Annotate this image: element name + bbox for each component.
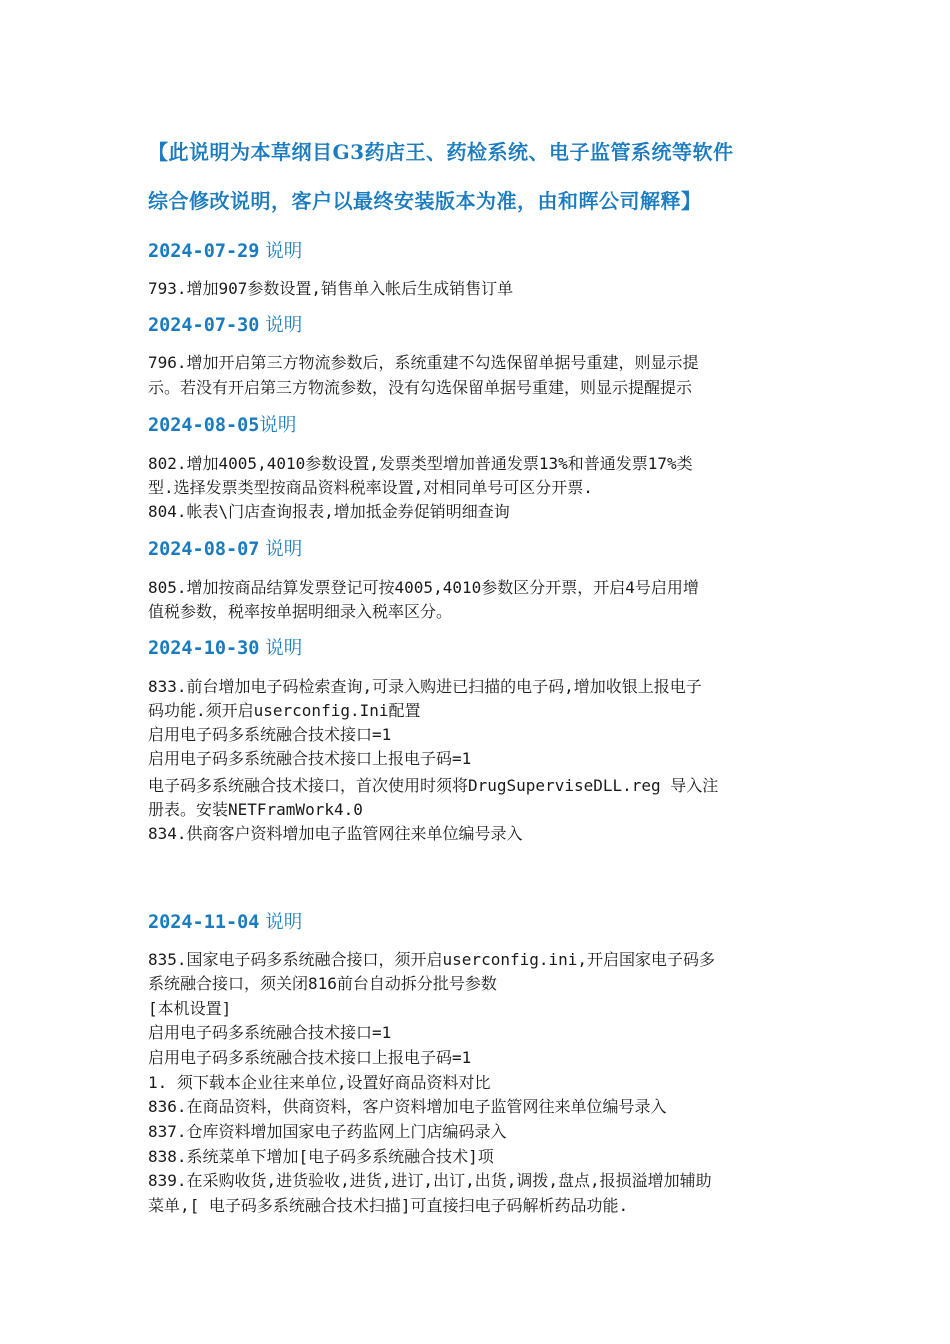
- section-suffix: 说明: [259, 415, 297, 436]
- text-line: 802.增加4005,4010参数设置,发票类型增加普通发票13%和普通发票17%类: [148, 454, 693, 473]
- section-suffix: 说明: [259, 241, 303, 262]
- section-suffix: 说明: [259, 315, 303, 336]
- text-line: 电子码多系统融合技术接口，首次使用时须将DrugSuperviseDLL.reg 导入注: [148, 776, 719, 795]
- section-heading: [148, 237, 302, 263]
- text-line: 1. 须下载本企业往来单位,设置好商品资料对比: [148, 1073, 491, 1092]
- text-line: [本机设置]: [148, 999, 232, 1018]
- text-line: 835.国家电子码多系统融合接口，须开启userconfig.ini,开启国家电子码多: [148, 950, 716, 969]
- section-date: 2024-10-30: [148, 638, 260, 659]
- intro-line-1: 【此说明为本草纲目G3药店王、药检系统、电子监管系统等软件: [148, 140, 734, 164]
- text-line: 796.增加开启第三方物流参数后，系统重建不勾选保留单据号重建，则显示提: [148, 353, 699, 372]
- text-line: 839.在采购收货,进货验收,进货,进订,出订,出货,调拨,盘点,报损溢增加辅助: [148, 1171, 712, 1190]
- text-line: 系统融合接口，须关闭816前台自动拆分批号参数: [148, 974, 497, 993]
- text-line: 菜单,[ 电子码多系统融合技术扫描]可直接扫电子码解析药品功能.: [148, 1196, 629, 1215]
- section-date: 2024-08-05: [148, 415, 260, 436]
- text-line: 838.系统菜单下增加[电子码多系统融合技术]项: [148, 1147, 494, 1166]
- text-line: 码功能.须开启userconfig.Ini配置: [148, 701, 421, 720]
- text-line: 启用电子码多系统融合技术接口=1: [148, 725, 392, 744]
- text-line: 804.帐表\门店查询报表,增加抵金券促销明细查询: [148, 502, 510, 521]
- text-line: 837.仓库资料增加国家电子药监网上门店编码录入: [148, 1122, 507, 1141]
- text-line: 型.选择发票类型按商品资料税率设置,对相同单号可区分开票.: [148, 478, 593, 497]
- section-heading: [148, 634, 302, 660]
- text-line: 805.增加按商品结算发票登记可按4005,4010参数区分开票，开启4号启用增: [148, 578, 699, 597]
- text-line: 示。若没有开启第三方物流参数，没有勾选保留单据号重建，则显示提醒提示: [148, 378, 693, 397]
- text-line: 启用电子码多系统融合技术接口上报电子码=1: [148, 749, 472, 768]
- section-heading: [148, 908, 302, 934]
- section-date: 2024-08-07: [148, 539, 260, 560]
- section-date: 2024-11-04: [148, 912, 260, 933]
- section-suffix: 说明: [259, 539, 303, 560]
- section-date: 2024-07-29: [148, 241, 260, 262]
- intro-line-2: 综合修改说明，客户以最终安装版本为准，由和晖公司解释】: [148, 189, 702, 213]
- text-line: 833.前台增加电子码检索查询,可录入购进已扫描的电子码,增加收银上报电子: [148, 677, 702, 696]
- text-line: 值税参数，税率按单据明细录入税率区分。: [148, 602, 453, 621]
- section-date: 2024-07-30: [148, 315, 260, 336]
- text-line: 册表。安装NETFramWork4.0: [148, 800, 363, 819]
- text-line: 834.供商客户资料增加电子监管网往来单位编号录入: [148, 824, 523, 843]
- section-heading: [148, 535, 302, 561]
- text-line: 793.增加907参数设置,销售单入帐后生成销售订单: [148, 279, 514, 298]
- section-heading: [148, 411, 296, 437]
- section-heading: [148, 311, 302, 337]
- text-line: 836.在商品资料，供商资料，客户资料增加电子监管网往来单位编号录入: [148, 1097, 667, 1116]
- section-suffix: 说明: [259, 638, 303, 659]
- text-line: 启用电子码多系统融合技术接口上报电子码=1: [148, 1048, 472, 1067]
- text-line: 启用电子码多系统融合技术接口=1: [148, 1023, 392, 1042]
- section-suffix: 说明: [259, 912, 303, 933]
